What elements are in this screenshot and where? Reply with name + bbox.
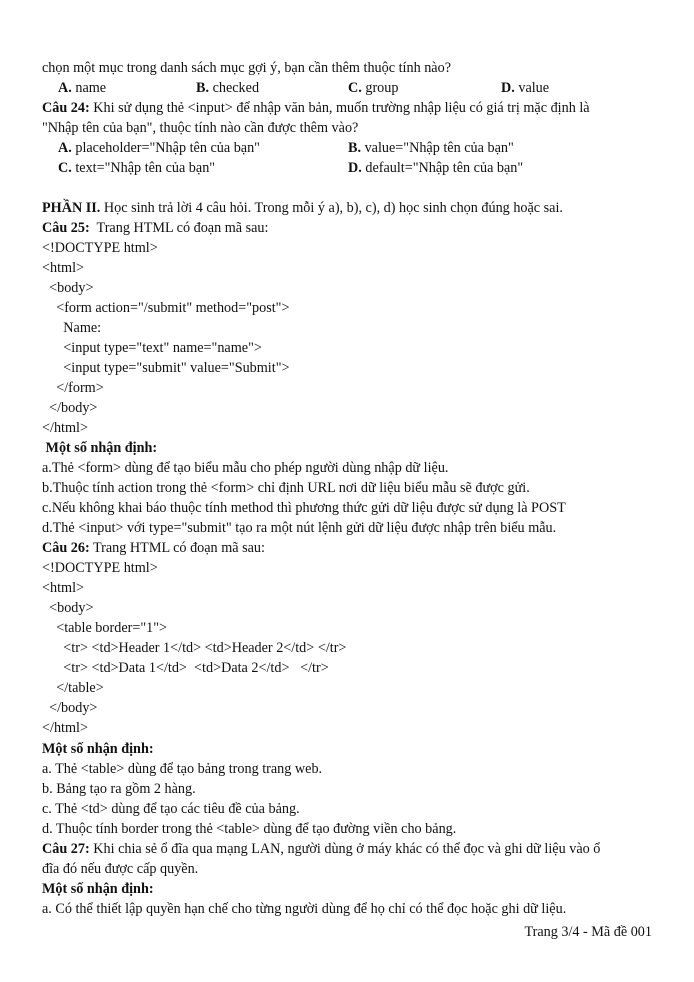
option-a: A. placeholder="Nhập tên của bạn": [58, 140, 260, 156]
option-b: B. checked: [196, 80, 260, 96]
claim-c: c. Thẻ <td> dùng để tạo các tiêu đề của bảng.: [42, 801, 300, 817]
code-line: <tr> <td>Data 1</td> <td>Data 2</td> </tr>: [42, 660, 329, 676]
question-27-line-1: Câu 27: Khi chia sẻ ổ đĩa qua mạng LAN, người dùng ở máy khác có thể đọc và ghi dữ liệu vào ổ: [42, 841, 601, 857]
page-footer: Trang 3/4 - Mã đề 001: [524, 924, 652, 940]
question-23-tail: chọn một mục trong danh sách mục gợi ý, bạn cần thêm thuộc tính nào?: [42, 60, 451, 76]
code-line: <html>: [42, 580, 85, 596]
part-2-heading: PHẦN II. Học sinh trả lời 4 câu hỏi. Trong mỗi ý a), b), c), d) học sinh chọn đúng hoặc sai.: [42, 200, 563, 216]
code-line: <!DOCTYPE html>: [42, 560, 158, 576]
option-d: D. default="Nhập tên của bạn": [348, 160, 524, 176]
option-a: A. name: [58, 80, 107, 96]
claims-heading: Một số nhận định:: [42, 881, 154, 897]
code-line: </table>: [42, 680, 104, 696]
code-line: <form action="/submit" method="post">: [42, 300, 290, 316]
code-line: <body>: [42, 280, 94, 296]
claim-d: d. Thuộc tính border trong thẻ <table> dùng để tạo đường viền cho bảng.: [42, 821, 457, 837]
question-25-heading: Câu 25: Trang HTML có đoạn mã sau:: [42, 220, 269, 236]
claim-a: a.Thẻ <form> dùng để tạo biểu mẫu cho phép người dùng nhập dữ liệu.: [42, 460, 449, 476]
option-d: D. value: [501, 80, 550, 96]
claim-b: b. Bảng tạo ra gồm 2 hàng.: [42, 781, 196, 797]
option-c: C. group: [348, 80, 399, 96]
claim-c: c.Nếu không khai báo thuộc tính method thì phương thức gửi dữ liệu được sử dụng là POST: [42, 500, 566, 516]
claim-a: a. Thẻ <table> dùng để tạo bảng trong trang web.: [42, 761, 323, 777]
code-line: </body>: [42, 700, 98, 716]
claims-heading: Một số nhận định:: [42, 741, 154, 757]
code-line: </form>: [42, 380, 104, 396]
code-line: <table border="1">: [42, 620, 168, 636]
code-line: </body>: [42, 400, 98, 416]
question-24-line-1: Câu 24: Khi sử dụng thẻ <input> để nhập văn bản, muốn trường nhập liệu có giá trị mặc định là: [42, 100, 590, 116]
code-line: Name:: [42, 320, 102, 336]
claims-heading: Một số nhận định:: [42, 440, 158, 456]
option-c: C. text="Nhập tên của bạn": [58, 160, 216, 176]
question-24-line-2: "Nhập tên của bạn", thuộc tính nào cần được thêm vào?: [42, 120, 359, 136]
code-line: </html>: [42, 420, 88, 436]
option-b: B. value="Nhập tên của bạn": [348, 140, 514, 156]
code-line: <input type="text" name="name">: [42, 340, 262, 356]
code-line: <!DOCTYPE html>: [42, 240, 158, 256]
code-line: <body>: [42, 600, 94, 616]
question-26-heading: Câu 26: Trang HTML có đoạn mã sau:: [42, 540, 265, 556]
code-line: </html>: [42, 720, 88, 736]
question-27-line-2: đĩa đó nếu được cấp quyền.: [42, 861, 199, 877]
code-line: <tr> <td>Header 1</td> <td>Header 2</td> </tr>: [42, 640, 347, 656]
code-line: <html>: [42, 260, 85, 276]
claim-a: a. Có thể thiết lập quyền hạn chế cho từng người dùng để họ chỉ có thể đọc hoặc ghi dữ liệu.: [42, 901, 567, 917]
claim-b: b.Thuộc tính action trong thẻ <form> chỉ định URL nơi dữ liệu biểu mẫu sẽ được gửi.: [42, 480, 530, 496]
code-line: <input type="submit" value="Submit">: [42, 360, 290, 376]
claim-d: d.Thẻ <input> với type="submit" tạo ra một nút lệnh gửi dữ liệu được nhập trên biểu mẫu.: [42, 520, 557, 536]
